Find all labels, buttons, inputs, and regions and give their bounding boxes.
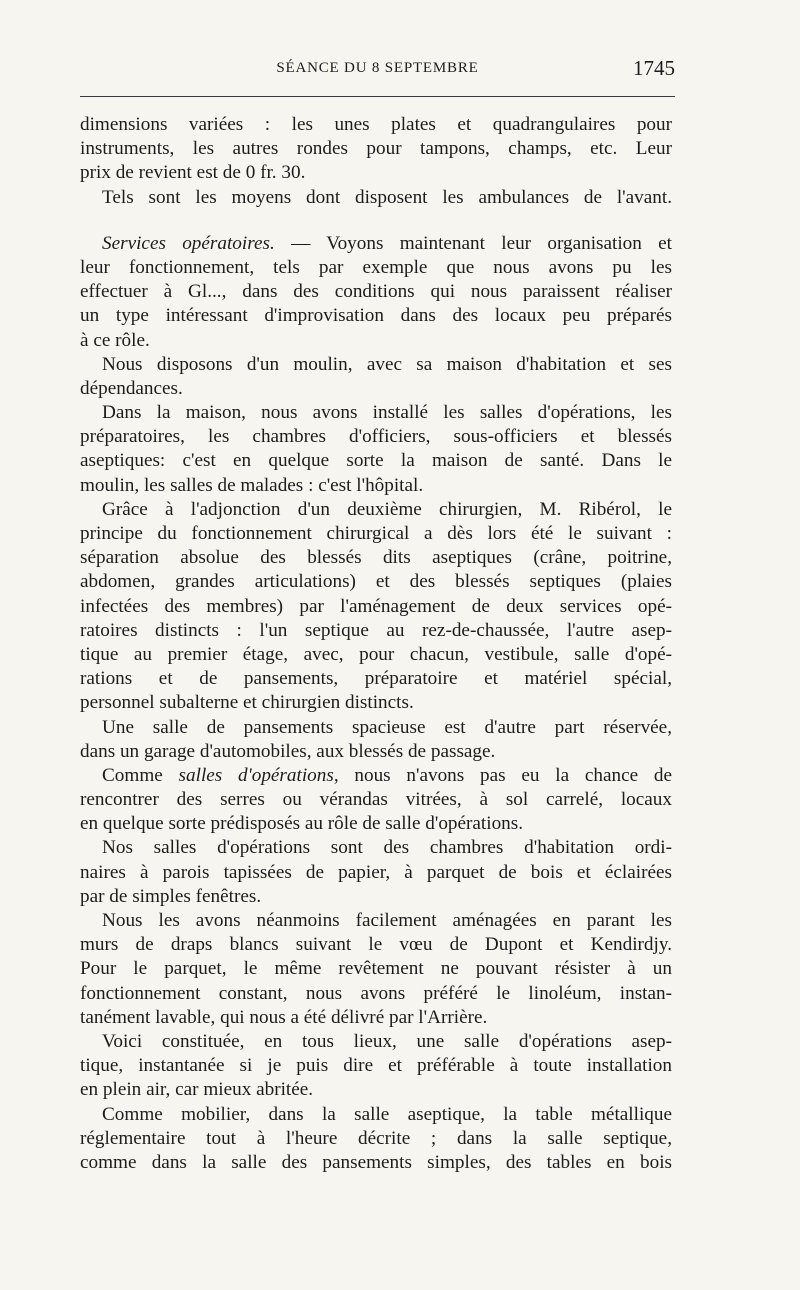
paragraph-gap (80, 210, 672, 232)
text-line: réglementaire tout à l'heure décrite ; dans la salle septique, (80, 1127, 672, 1149)
text-line: tique au premier étage, avec, pour chacun, vestibule, salle d'opé- (80, 643, 672, 665)
text-line: moulin, les salles de malades : c'est l'hôpital. (80, 474, 424, 496)
text-line: murs de draps blancs suivant le vœu de Dupont et Kendirdjy. (80, 934, 672, 956)
text-line: tique, instantanée si je puis dire et préférable à toute installation (80, 1055, 672, 1077)
body-text (80, 113, 672, 1175)
text-line: fonctionnement constant, nous avons préféré le linoléum, instan- (80, 982, 672, 1004)
text-line: leur fonctionnement, tels par exemple que nous avons pu les (80, 256, 672, 278)
text-line: tanément lavable, qui nous a été délivré par l'Arrière. (80, 1006, 488, 1028)
line-text: Comme (102, 764, 179, 786)
text-line: aseptiques: c'est en quelque sorte la maison de santé. Dans le (80, 450, 672, 472)
text-line: Pour le parquet, le même revêtement ne pouvant résister à un (80, 958, 672, 980)
running-head: SÉANCE DU 8 SEPTEMBRE (276, 60, 479, 76)
text-line: principe du fonctionnement chirurgical a dès lors été le suivant : (80, 523, 672, 544)
text-line: par de simples fenêtres. (80, 885, 262, 907)
text-line: rations et de pansements, préparatoire et matériel spécial, (80, 668, 672, 690)
text-line: Comme mobilier, dans la salle aseptique, la table métallique (102, 1103, 672, 1125)
text-line: préparatoires, les chambres d'officiers, sous-officiers et blessés (80, 426, 672, 448)
page-header (80, 56, 675, 86)
text-line: dimensions variées : les unes plates et quadrangulaires pour (80, 114, 672, 135)
text-line: en plein air, car mieux abritée. (80, 1079, 314, 1101)
text-line (80, 764, 672, 788)
text-line: infectées des membres) par l'aménagement de deux services opé- (80, 595, 672, 617)
text-line: ratoires distincts : l'un septique au rez-de-chaussée, l'autre asep- (80, 619, 672, 641)
text-line: rencontrer des serres ou vérandas vitrées, à sol carrelé, locaux (80, 789, 672, 811)
text-line: naires à parois tapissées de papier, à parquet de bois et éclairées (80, 861, 672, 883)
text-line: Grâce à l'adjonction d'un deuxième chirurgien, M. Ribérol, le (102, 498, 672, 520)
text-line: effectuer à Gl..., dans des conditions qui nous paraissent réaliser (80, 281, 672, 303)
line-text: , nous n'avons pas eu la chance de (333, 764, 673, 786)
text-line: dépendances. (80, 377, 183, 399)
text-line: personnel subalterne et chirurgien distincts. (80, 692, 414, 714)
text-line: à ce rôle. (80, 329, 150, 351)
text-line: instruments, les autres rondes pour tampons, champs, etc. Leur (80, 138, 672, 160)
text-line: Une salle de pansements spacieuse est d'autre part réservée, (102, 716, 672, 738)
text-line: Dans la maison, nous avons installé les salles d'opérations, les (102, 402, 672, 424)
text-line: prix de revient est de 0 fr. 30. (80, 162, 306, 184)
page-number: 1745 (633, 56, 675, 80)
text-line: un type intéressant d'improvisation dans des locaux peu préparés (80, 305, 672, 327)
header-rule (80, 96, 675, 97)
text-line: Nous disposons d'un moulin, avec sa maison d'habitation et ses (102, 353, 672, 375)
text-line: abdomen, grandes articulations) et des blessés septiques (plaies (80, 571, 672, 593)
text-line: Nous les avons néanmoins facilement aménagées en parant les (102, 910, 672, 931)
text-line (80, 232, 672, 256)
text-line: comme dans la salle des pansements simples, des tables en bois (80, 1151, 672, 1173)
text-line: Nos salles d'opérations sont des chambres d'habitation ordi- (102, 837, 672, 859)
text-line: Voici constituée, en tous lieux, une salle d'opérations asep- (102, 1030, 672, 1052)
text-line: en quelque sorte prédisposés au rôle de salle d'opérations. (80, 813, 524, 835)
emphasis: salles d'opérations (178, 764, 334, 786)
line-text: — Voyons maintenant leur organisation et (274, 232, 673, 254)
text-line: Tels sont les moyens dont disposent les ambulances de l'avant. (102, 186, 672, 208)
text-line: dans un garage d'automobiles, aux blessés de passage. (80, 740, 496, 762)
text-line: séparation absolue des blessés dits aseptiques (crâne, poitrine, (80, 547, 672, 569)
section-heading: Services opératoires. (102, 232, 275, 254)
